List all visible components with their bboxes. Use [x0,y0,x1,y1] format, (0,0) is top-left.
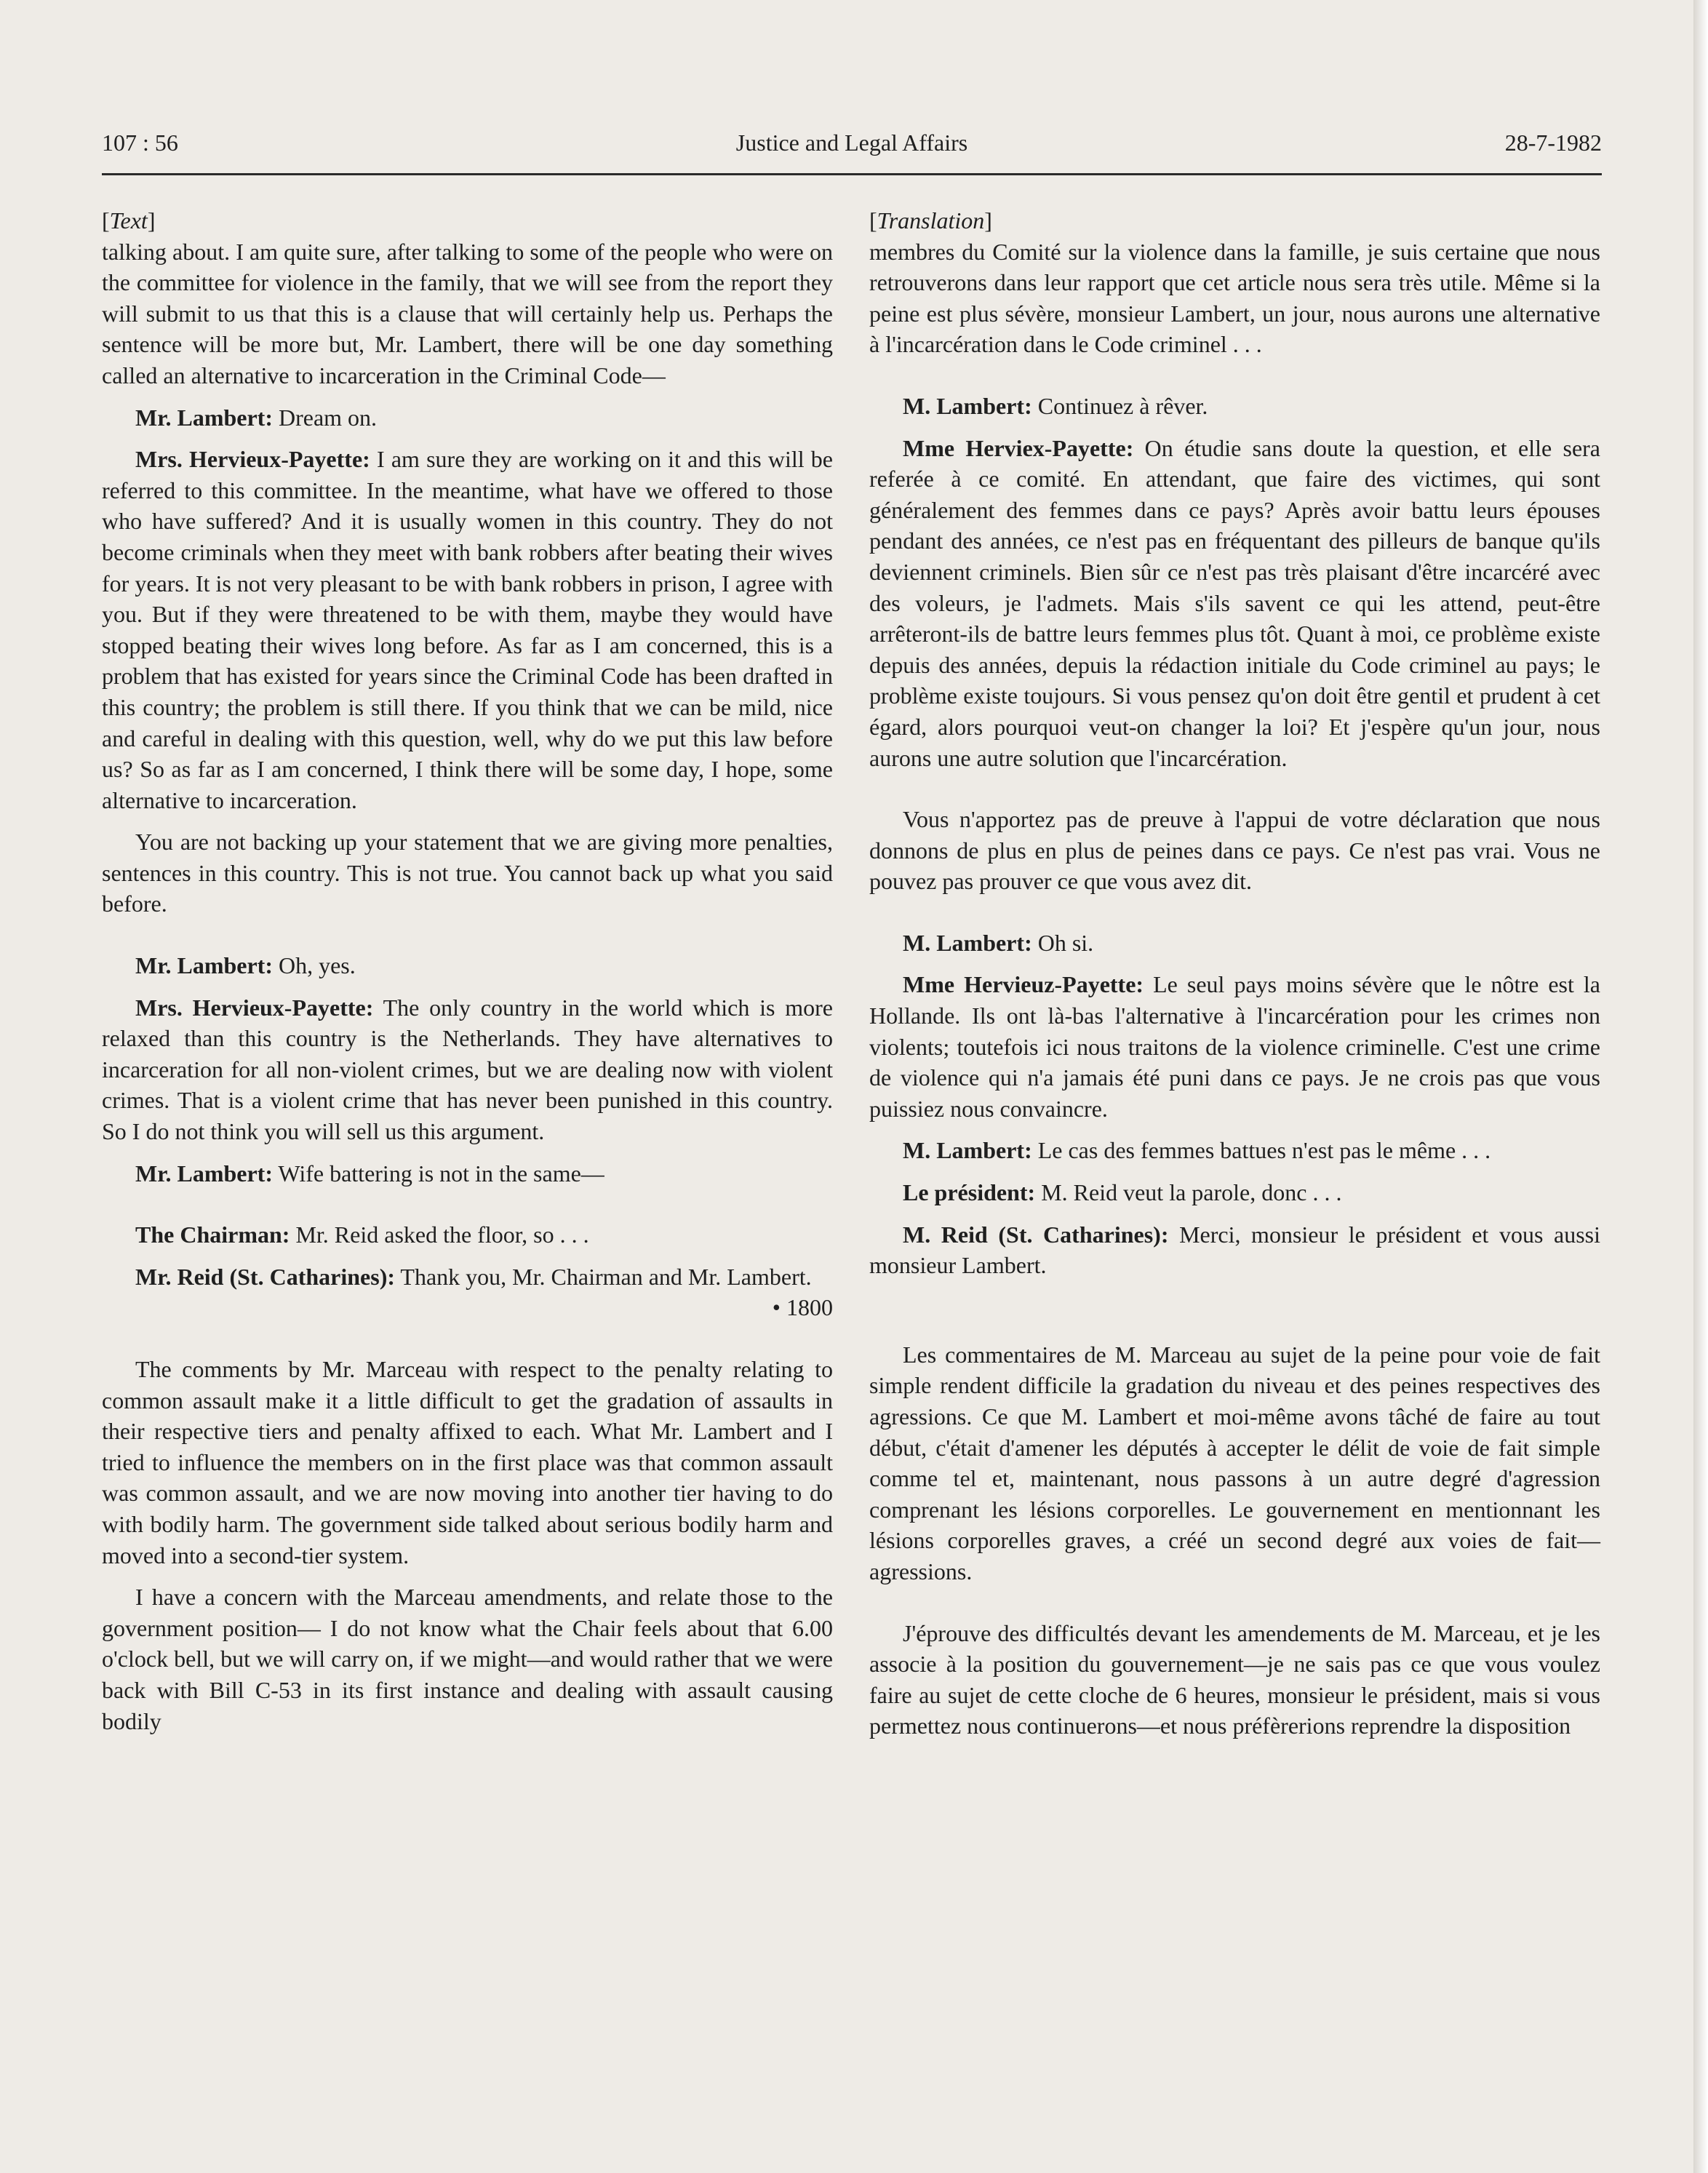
speaker-name: Mr. Lambert: [135,1160,273,1187]
speech-paragraph: M. Reid (St. Catharines): Merci, monsieur le président et vous aussi monsieur Lambert. [869,1221,1601,1279]
page-edge-shadow [1693,0,1708,2173]
paragraph: The comments by Mr. Marceau with respect to the penalty relating to common assault make it a little difficult to get the gradation of assaults in their respective tiers and penalty affixed to each. What Mr. Lambert and I tried to influence the members on in the first place was that common assault was common assault, and we are now moving into another tier having to do with bodily harm. The government side talked about serious bodily harm and moved into a second-tier system. [102,1356,833,1568]
speaker-name: Mr. Lambert: [135,404,273,431]
speaker-name: Mr. Lambert: [135,952,273,979]
paragraph: Les commentaires de M. Marceau au sujet de la peine pour voie de fait simple rendent difficile la gradation du niveau et des peines respectives des agressions. Ce que M. Lambert et moi-même avons tâché de faire au tout début, c'était d'amener les députés à accepter le délit de voie de fait simple comme tel et, maintenant, nous passons à un autre degré d'agression comprenant les lésions corporelles. Le gouvernement en mentionnant les lésions corporelles graves, a créé un second degré aux voies de fait—agressions. [869,1341,1600,1584]
speech-paragraph: Mr. Lambert: Oh, yes. [135,952,356,979]
speaker-name: Mr. Reid (St. Catharines): [135,1263,395,1290]
speaker-name: Mrs. Hervieux-Payette: [135,446,370,473]
speech-paragraph: Mme Herviex-Payette: On étudie sans doute la question, et elle sera referée à ce comité. En attendant, que faire des victimes, qui sont généralement des femmes dans ce pays? Après avoir battu leurs épouses pendant des années, ce n'est pas en fréquentant des pilleurs de banque qu'ils deviennent criminels. Bien sûr ce n'est pas très plaisant d'être incarcéré avec des voleurs, je l'admets. Mais s'ils savent ce qui les attend, peut-être arrêteront-ils de battre leurs femmes plus tôt. Quant à moi, ce problème existe depuis des années, depuis la rédaction initiale du Code criminel au pays; le problème existe toujours. Si vous pensez qu'on doit être gentil et prudent à cet égard, alors pourquoi veut-on changer la loi? Et j'espère qu'un jour, nous aurons une autre solution que l'incarcération. [869,434,1601,771]
speech-paragraph: M. Lambert: Oh si. [903,929,1094,956]
speaker-name: Mrs. Hervieux-Payette: [135,994,374,1021]
speech-paragraph: Mr. Reid (St. Catharines): Thank you, Mr. Chairman and Mr. Lambert. [135,1263,812,1290]
running-title: Justice and Legal Affairs [735,129,968,156]
speaker-name: M. Lambert: [903,929,1032,956]
speaker-name: The Chairman: [135,1221,290,1248]
paragraph: You are not backing up your statement that we are giving more penalties, sentences in this country. This is not true. You cannot back up what you said before. [102,829,833,917]
speech-paragraph: Le président: M. Reid veut la parole, donc . . . [903,1179,1342,1206]
page-number: 107 : 56 [102,129,178,156]
speech-paragraph: Mr. Lambert: Dream on. [135,404,378,431]
paragraph: I have a concern with the Marceau amendments, and relate those to the government position— I do not know what the Chair feels about that 6.00 o'clock bell, but we will carry on, if we might—and would rather that we were back with Bill C-53 in its first instance and dealing with assault causing bodily [102,1584,833,1734]
paragraph: membres du Comité sur la violence dans la famille, je suis certaine que nous retrouverons dans leur rapport que cet article nous sera très utile. Même si la peine est plus sévère, monsieur Lambert, un jour, nous aurons une alternative à l'incarcération dans le Code criminel . . . [869,238,1600,358]
speaker-name: Le président: [903,1179,1036,1206]
page-date: 28-7-1982 [1504,129,1602,156]
paragraph: Vous n'apportez pas de preuve à l'appui de votre déclaration que nous donnons de plus en plus de peines dans ce pays. Ce n'est pas vrai. Vous ne pouvez pas prouver ce que vous avez dit. [869,806,1600,895]
paragraph: talking about. I am quite sure, after talking to some of the people who were on the committee for violence in the family, that we will see from the report they will submit to us that this is a clause that will certainly help us. Perhaps the sentence will be more but, Mr. Lambert, there will be one day something called an alternative to incarceration in the Criminal Code— [102,238,833,388]
speaker-name: M. Lambert: [903,392,1032,419]
speech-paragraph: Mrs. Hervieux-Payette: I am sure they are working on it and this will be referred to this committee. In the meantime, what have we offered to those who have suffered? And it is usually women in this country. They do not become criminals when they meet with bank robbers after beating their wives for years. It is not very pleasant to be with bank robbers in prison, I agree with you. But if they were threatened to be with them, maybe they would have stopped beating their wives long before. As far as I am concerned, this is a problem that has existed for years since the Criminal Code has been drafted in this country; the problem is still there. If you think that we can be mild, nice and careful in dealing with this question, well, why do we put this law before us? So as far as I am concerned, I think there will be some day, I hope, some alternative to incarceration. [102,446,834,813]
speaker-name: M. Reid (St. Catharines): [903,1221,1169,1248]
paragraph: J'éprouve des difficultés devant les amendements de M. Marceau, et je les associe à la position du gouvernement—je ne sais pas ce que vous voulez faire au sujet de cette cloche de 6 heures, monsieur le président, mais si vous permettez nous continuerons—et nous préfèrerions reprendre la disposition [869,1619,1600,1739]
column-label: [Text] [102,207,156,234]
column-label: [Translation] [869,207,992,234]
time-marker: • 1800 [772,1294,833,1321]
speech-paragraph: Mme Hervieuz-Payette: Le seul pays moins sévère que le nôtre est la Hollande. Ils ont là-bas l'alternative à l'incarcération pour les crimes non violents; toutefois ici nous traitons de la violence criminelle. C'est une crime de violence qui n'a jamais été puni dans ce pays. Je ne crois pas que vous puissiez nous convaincre. [869,971,1601,1122]
speech-paragraph: Mr. Lambert: Wife battering is not in the same— [135,1160,604,1187]
english-column [102,205,833,1737]
speech-paragraph: The Chairman: Mr. Reid asked the floor, so . . . [135,1221,589,1248]
speech-paragraph: Mrs. Hervieux-Payette: The only country in the world which is more relaxed than this country is the Netherlands. They have alternatives to incarceration for all non-violent crimes, but we are dealing now with violent crimes. That is a violent crime that has never been punished in this country. So I do not think you will sell us this argument. [102,994,834,1145]
french-column [869,205,1600,1742]
speaker-name: Mme Hervieuz-Payette: [903,971,1144,998]
speaker-name: M. Lambert: [903,1137,1032,1164]
speaker-name: Mme Herviex-Payette: [903,434,1134,461]
speech-paragraph: M. Lambert: Le cas des femmes battues n'est pas le même . . . [903,1137,1491,1164]
speech-paragraph: M. Lambert: Continuez à rêver. [903,392,1208,419]
page-header [102,129,1602,175]
